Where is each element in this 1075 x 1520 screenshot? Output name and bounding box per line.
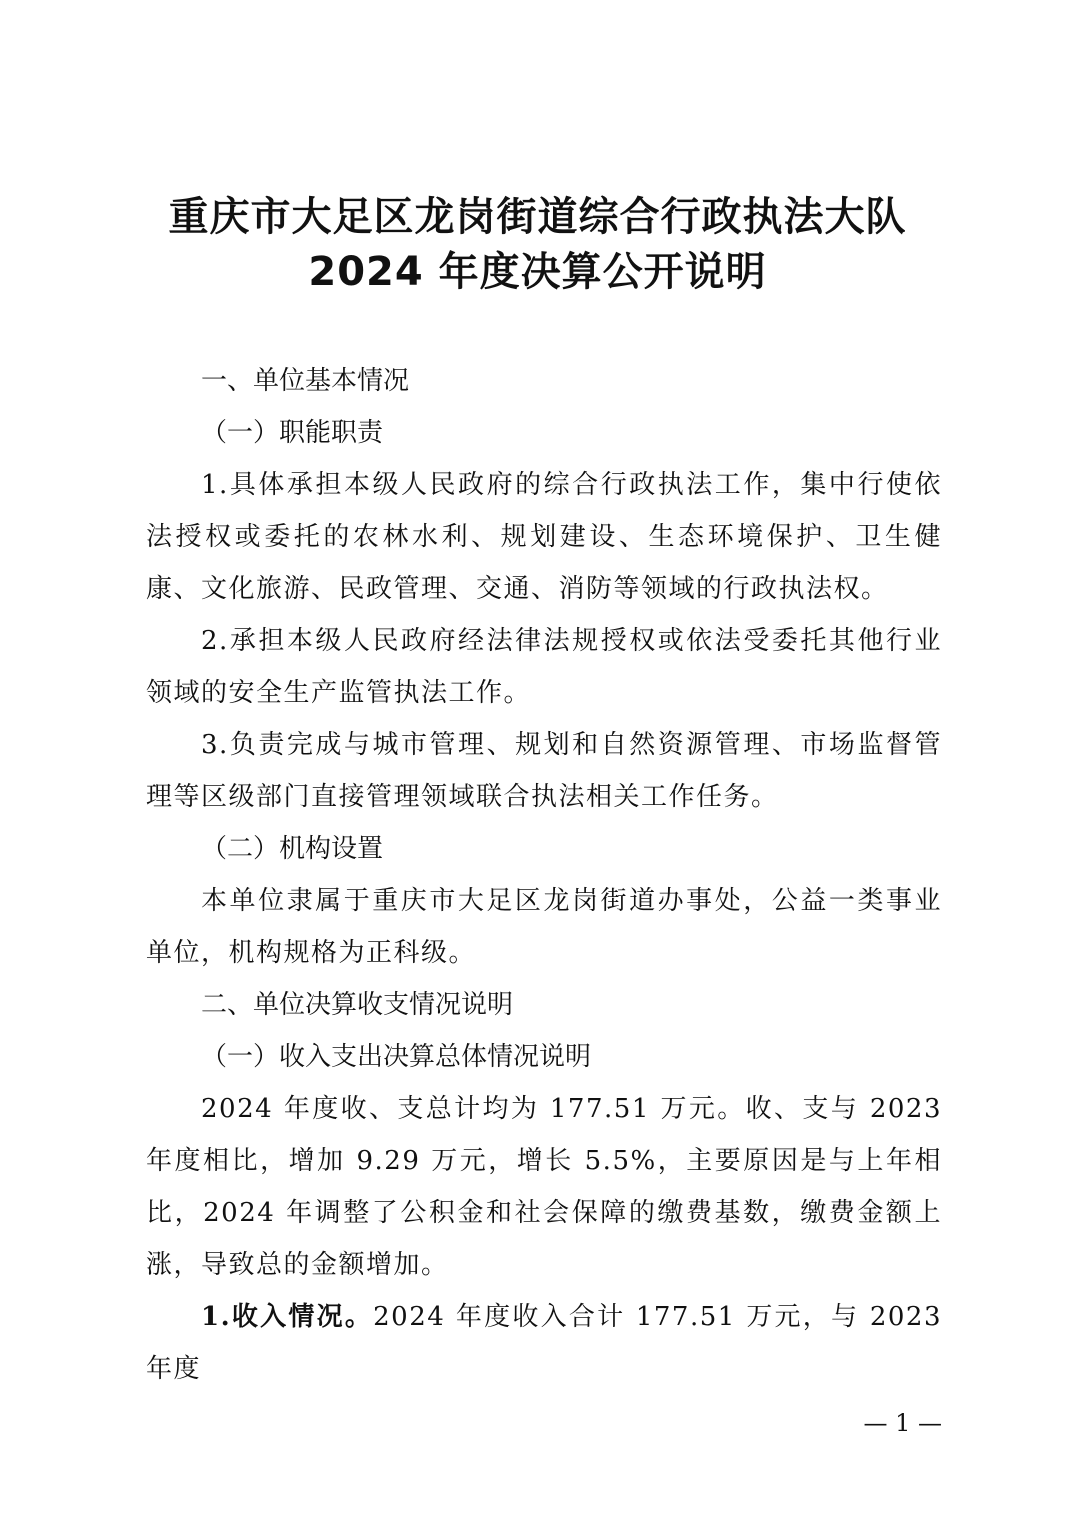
- section-heading-basic-info: 一、单位基本情况: [201, 366, 410, 396]
- subsection-heading-organization: （二）机构设置: [201, 834, 384, 864]
- function-item-3: 3.负责完成与城市管理、规划和自然资源管理、市场监督管理等区级部门直接管理领域联合执法相关工作任务。: [146, 730, 942, 812]
- page-number: — 1 —: [863, 1409, 942, 1437]
- subsection-heading-overall: （一）收入支出决算总体情况说明: [201, 1042, 592, 1072]
- section-heading-budget: 二、单位决算收支情况说明: [201, 990, 514, 1020]
- organization-paragraph: 本单位隶属于重庆市大足区龙岗街道办事处，公益一类事业单位，机构规格为正科级。: [146, 886, 942, 968]
- document-title-line-2: 2024 年度决算公开说明: [308, 249, 767, 295]
- document-title-line-1: 重庆市大足区龙岗街道综合行政执法大队: [168, 194, 907, 240]
- function-item-2: 2.承担本级人民政府经法律法规授权或依法受委托其他行业领域的安全生产监管执法工作。: [146, 626, 942, 708]
- income-paragraph: [146, 1291, 942, 1395]
- function-item-1: 1.具体承担本级人民政府的综合行政执法工作，集中行使依法授权或委托的农林水利、规划建设、生态环境保护、卫生健康、文化旅游、民政管理、交通、消防等领域的行政执法权。: [146, 470, 942, 604]
- document-body: [146, 355, 942, 1395]
- subsection-heading-functions: （一）职能职责: [201, 418, 384, 448]
- income-text: 2024 年度收入合计 177.51 万元，与 2023 年度: [146, 1302, 942, 1384]
- income-lead: 1.收入情况。: [201, 1302, 374, 1332]
- overall-paragraph: 2024 年度收、支总计均为 177.51 万元。收、支与 2023 年度相比，增加 9.29 万元，增长 5.5%，主要原因是与上年相比，2024 年调整了公积金和社会保障的缴费基数，缴费金额上涨，导致总的金额增加。: [146, 1094, 942, 1280]
